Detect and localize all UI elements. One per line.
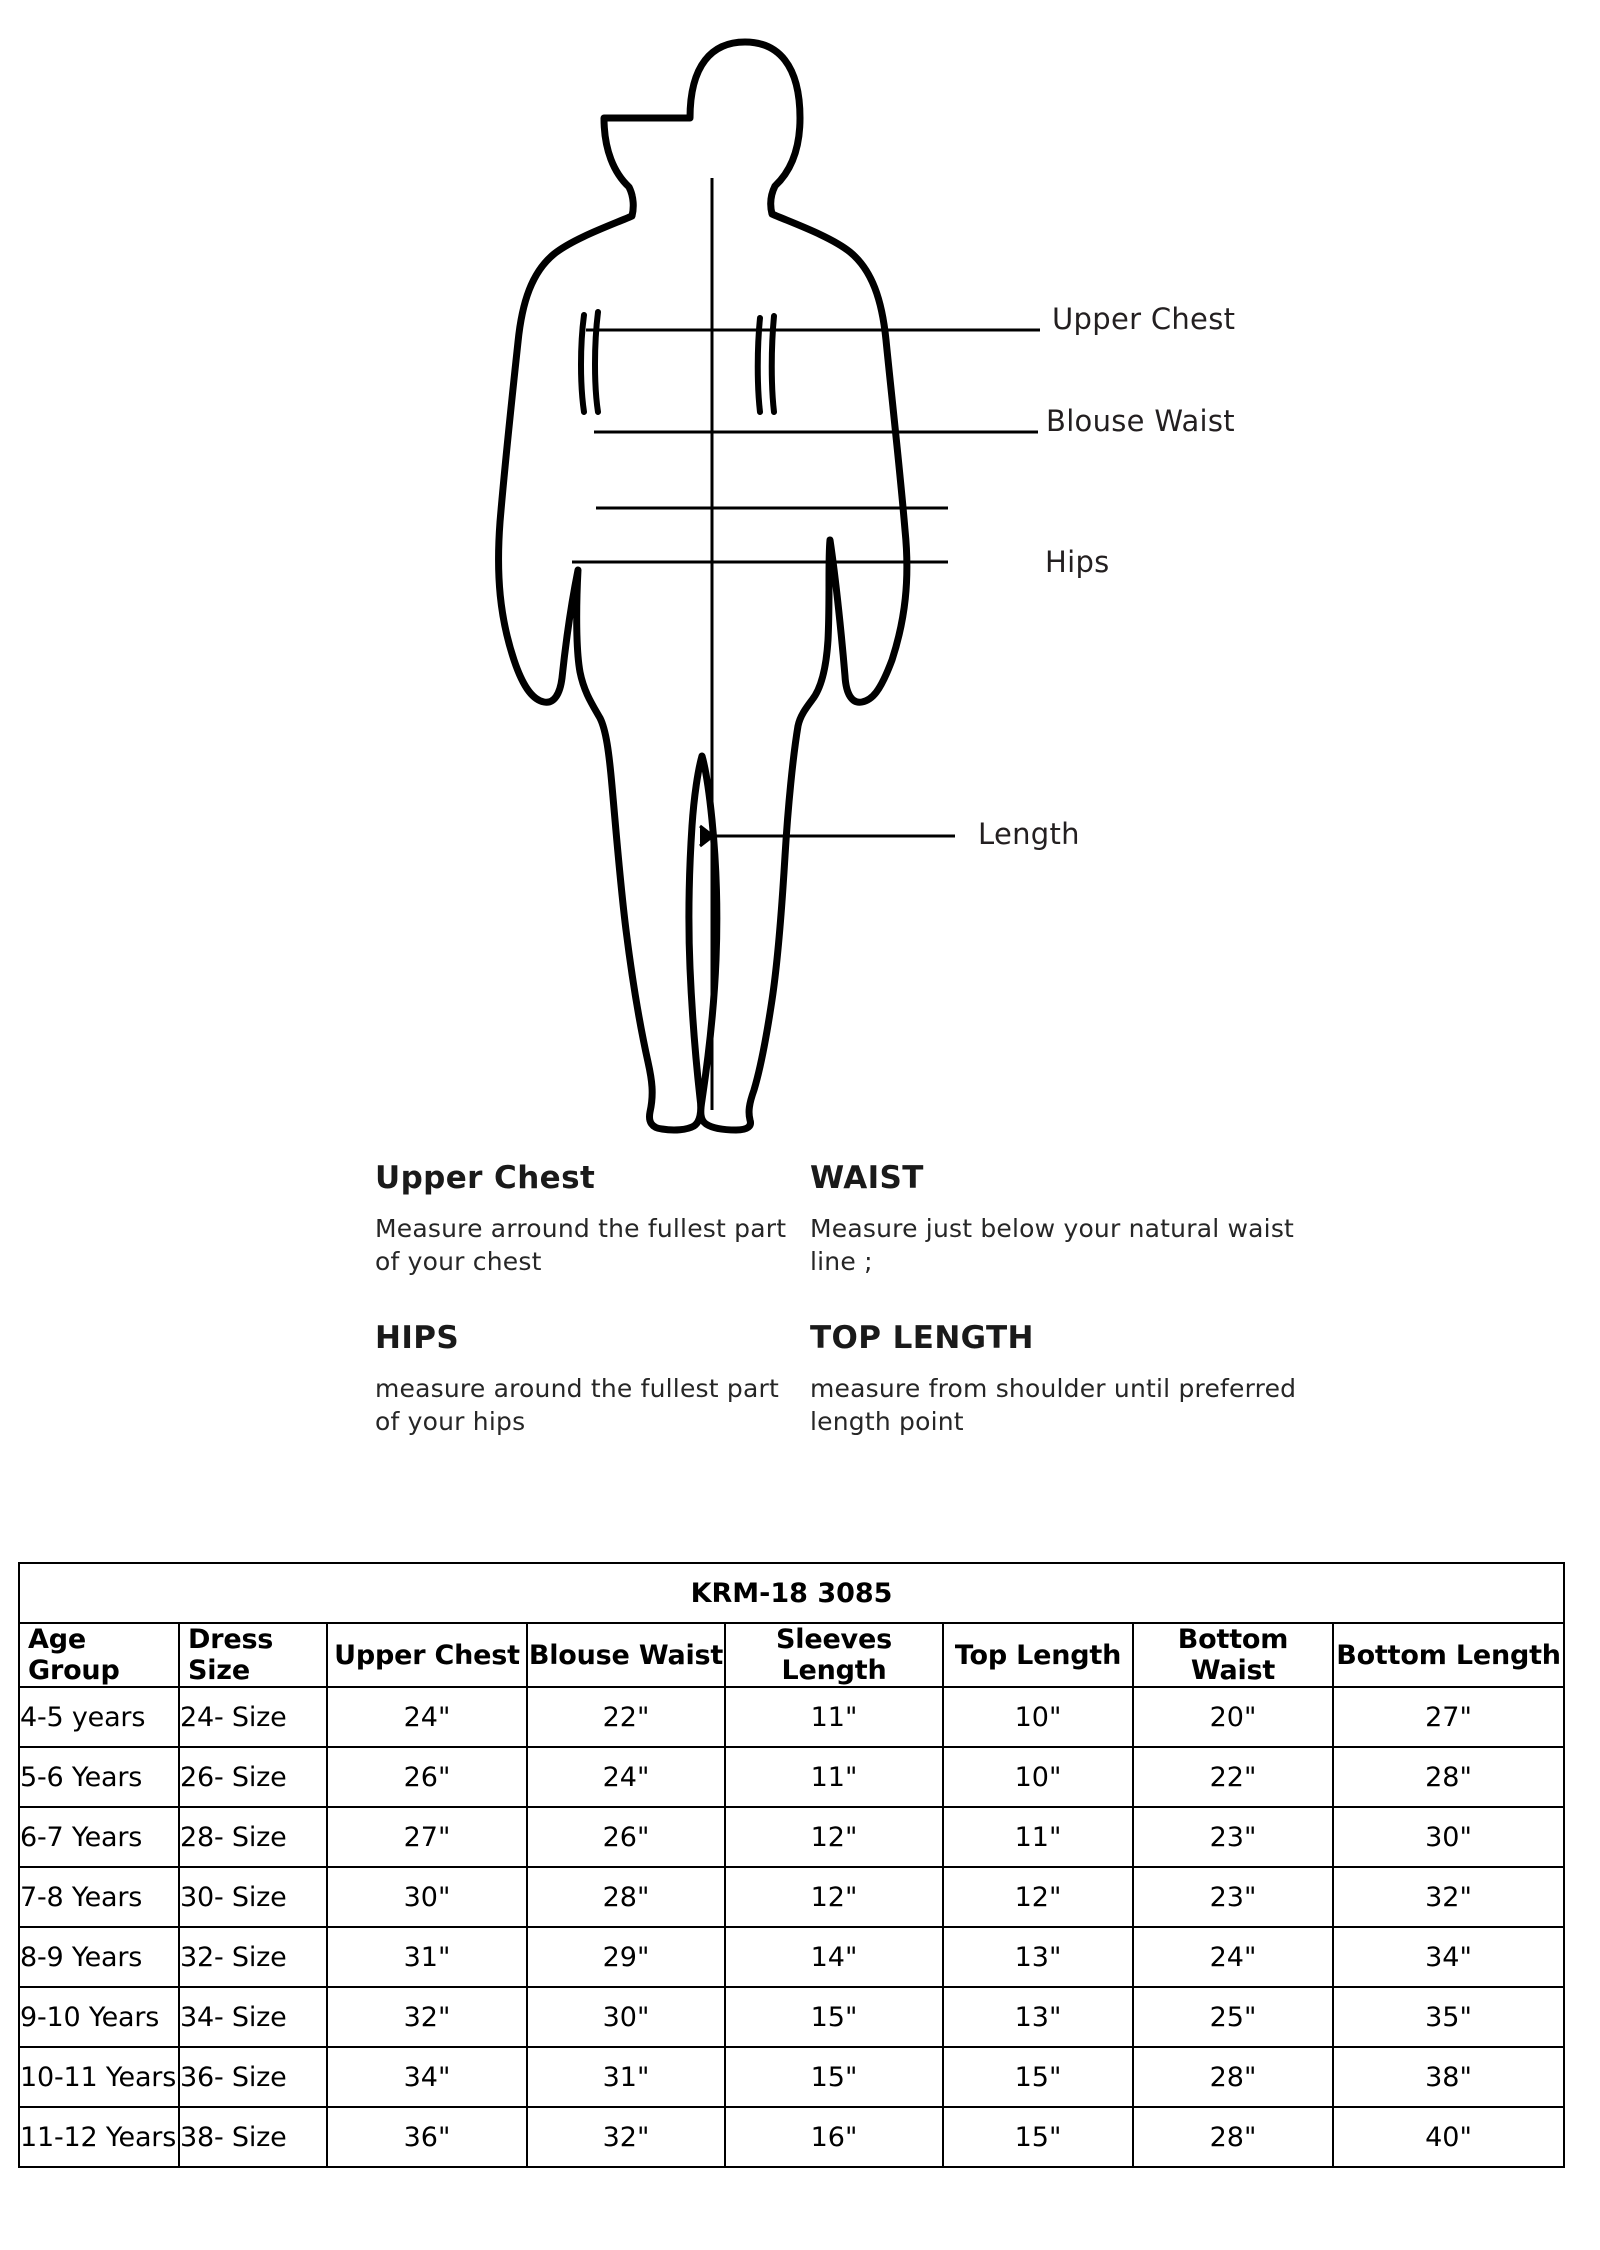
cell-top-length: 15" — [943, 2047, 1133, 2107]
cell-bottom-length: 35" — [1333, 1987, 1564, 2047]
callout-label-upper-chest: Upper Chest — [1052, 302, 1236, 336]
table-header-row — [19, 1623, 1564, 1687]
cell-bottom-waist: 28" — [1133, 2107, 1333, 2167]
cell-bottom-waist: 25" — [1133, 1987, 1333, 2047]
instruction-waist — [810, 1160, 1330, 1278]
instruction-heading-waist: WAIST — [810, 1160, 924, 1196]
cell-sleeves-length: 12" — [725, 1867, 943, 1927]
table-title: KRM-18 3085 — [19, 1563, 1564, 1623]
cell-sleeves-length: 14" — [725, 1927, 943, 1987]
table-row — [19, 1927, 1564, 1987]
cell-upper-chest: 26" — [327, 1747, 527, 1807]
cell-bottom-length: 27" — [1333, 1687, 1564, 1747]
cell-age-group: 7-8 Years — [19, 1867, 179, 1927]
instruction-body-top-length: measure from shoulder until preferred length point — [810, 1374, 1297, 1436]
instruction-top-length — [810, 1320, 1330, 1438]
instruction-body-hips: measure around the fullest part of your hips — [375, 1374, 779, 1436]
instruction-heading-upper-chest: Upper Chest — [375, 1160, 596, 1196]
cell-dress-size: 26- Size — [179, 1747, 327, 1807]
cell-dress-size: 34- Size — [179, 1987, 327, 2047]
column-header-sleeves-length: Sleeves Length — [725, 1623, 943, 1687]
cell-blouse-waist: 31" — [527, 2047, 725, 2107]
callout-label-hips: Hips — [1045, 545, 1110, 579]
cell-age-group: 10-11 Years — [19, 2047, 179, 2107]
column-header-top-length: Top Length — [943, 1623, 1133, 1687]
column-header-age-group: Age Group — [19, 1623, 179, 1687]
column-header-bottom-length: Bottom Length — [1333, 1623, 1564, 1687]
table-title-row — [19, 1563, 1564, 1623]
cell-upper-chest: 31" — [327, 1927, 527, 1987]
column-header-bottom-waist: Bottom Waist — [1133, 1623, 1333, 1687]
column-header-upper-chest: Upper Chest — [327, 1623, 527, 1687]
cell-upper-chest: 36" — [327, 2107, 527, 2167]
cell-upper-chest: 30" — [327, 1867, 527, 1927]
cell-bottom-length: 30" — [1333, 1807, 1564, 1867]
cell-upper-chest: 24" — [327, 1687, 527, 1747]
cell-blouse-waist: 26" — [527, 1807, 725, 1867]
cell-top-length: 10" — [943, 1687, 1133, 1747]
instructions-left-column — [375, 1160, 795, 1480]
cell-dress-size: 32- Size — [179, 1927, 327, 1987]
cell-top-length: 13" — [943, 1987, 1133, 2047]
cell-top-length: 15" — [943, 2107, 1133, 2167]
instruction-body-waist: Measure just below your natural waist line ; — [810, 1214, 1295, 1276]
table-row — [19, 1687, 1564, 1747]
cell-upper-chest: 27" — [327, 1807, 527, 1867]
cell-bottom-waist: 23" — [1133, 1867, 1333, 1927]
cell-dress-size: 36- Size — [179, 2047, 327, 2107]
cell-bottom-length: 40" — [1333, 2107, 1564, 2167]
cell-bottom-waist: 23" — [1133, 1807, 1333, 1867]
cell-age-group: 11-12 Years — [19, 2107, 179, 2167]
column-header-blouse-waist: Blouse Waist — [527, 1623, 725, 1687]
cell-dress-size: 38- Size — [179, 2107, 327, 2167]
table-row — [19, 1987, 1564, 2047]
cell-upper-chest: 32" — [327, 1987, 527, 2047]
instruction-heading-top-length: TOP LENGTH — [810, 1320, 1034, 1356]
cell-sleeves-length: 15" — [725, 1987, 943, 2047]
table-row — [19, 1807, 1564, 1867]
cell-top-length: 11" — [943, 1807, 1133, 1867]
cell-age-group: 8-9 Years — [19, 1927, 179, 1987]
cell-blouse-waist: 30" — [527, 1987, 725, 2047]
cell-bottom-waist: 24" — [1133, 1927, 1333, 1987]
cell-sleeves-length: 11" — [725, 1687, 943, 1747]
measurement-instructions — [0, 1160, 1600, 1550]
cell-dress-size: 24- Size — [179, 1687, 327, 1747]
cell-sleeves-length: 11" — [725, 1747, 943, 1807]
body-silhouette-icon — [499, 42, 907, 1130]
cell-sleeves-length: 16" — [725, 2107, 943, 2167]
instruction-upper-chest — [375, 1160, 795, 1278]
cell-bottom-waist: 20" — [1133, 1687, 1333, 1747]
cell-bottom-length: 34" — [1333, 1927, 1564, 1987]
cell-bottom-length: 38" — [1333, 2047, 1564, 2107]
callout-label-blouse-waist: Blouse Waist — [1046, 404, 1235, 438]
cell-top-length: 10" — [943, 1747, 1133, 1807]
instruction-heading-hips: HIPS — [375, 1320, 460, 1356]
chest-marks-icon — [581, 312, 774, 412]
cell-bottom-length: 28" — [1333, 1747, 1564, 1807]
cell-sleeves-length: 12" — [725, 1807, 943, 1867]
size-chart-table-container — [18, 1562, 1563, 2168]
table-row — [19, 1867, 1564, 1927]
cell-upper-chest: 34" — [327, 2047, 527, 2107]
cell-blouse-waist: 22" — [527, 1687, 725, 1747]
cell-top-length: 12" — [943, 1867, 1133, 1927]
callout-leader-lines — [572, 330, 1040, 846]
cell-sleeves-length: 15" — [725, 2047, 943, 2107]
cell-top-length: 13" — [943, 1927, 1133, 1987]
table-row — [19, 2047, 1564, 2107]
table-row — [19, 1747, 1564, 1807]
cell-age-group: 6-7 Years — [19, 1807, 179, 1867]
size-chart-table — [18, 1562, 1565, 2168]
cell-bottom-waist: 28" — [1133, 2047, 1333, 2107]
instructions-right-column — [810, 1160, 1330, 1480]
instruction-hips — [375, 1320, 795, 1438]
cell-blouse-waist: 28" — [527, 1867, 725, 1927]
cell-blouse-waist: 24" — [527, 1747, 725, 1807]
table-row — [19, 2107, 1564, 2167]
cell-bottom-waist: 22" — [1133, 1747, 1333, 1807]
cell-blouse-waist: 29" — [527, 1927, 725, 1987]
callout-label-length: Length — [978, 817, 1080, 851]
cell-age-group: 5-6 Years — [19, 1747, 179, 1807]
cell-age-group: 4-5 years — [19, 1687, 179, 1747]
cell-dress-size: 28- Size — [179, 1807, 327, 1867]
column-header-dress-size: Dress Size — [179, 1623, 327, 1687]
cell-dress-size: 30- Size — [179, 1867, 327, 1927]
cell-bottom-length: 32" — [1333, 1867, 1564, 1927]
cell-age-group: 9-10 Years — [19, 1987, 179, 2047]
instruction-body-upper-chest: Measure arround the fullest part of your chest — [375, 1214, 787, 1276]
cell-blouse-waist: 32" — [527, 2107, 725, 2167]
table-body — [19, 1687, 1564, 2167]
